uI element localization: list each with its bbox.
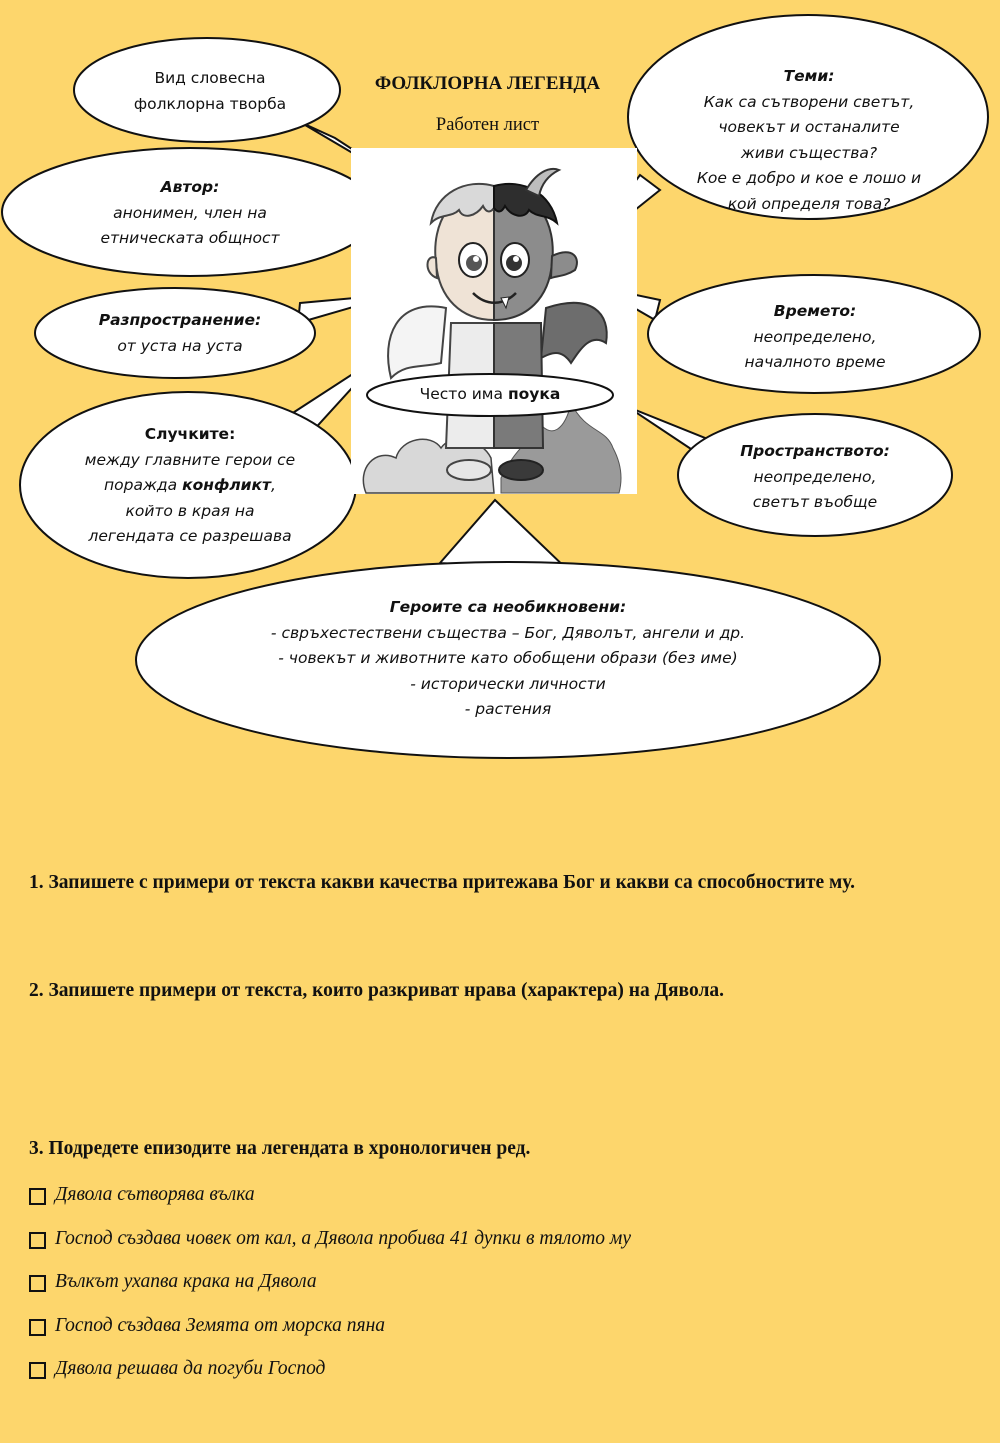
genre-line: фолклорна творба bbox=[133, 94, 287, 113]
checkbox-icon[interactable] bbox=[29, 1362, 46, 1379]
question-2: 2. Запишете примери от текста, които разкриват нрава (характера) на Дявола. bbox=[29, 980, 725, 1001]
themes-line: живи същества? bbox=[740, 143, 878, 162]
events-line: който в края на bbox=[125, 501, 255, 520]
lesson-text: Често има bbox=[419, 385, 508, 403]
events-text: поражда bbox=[104, 476, 183, 494]
episode-option[interactable] bbox=[29, 1311, 631, 1355]
spread-line: от уста на уста bbox=[117, 336, 243, 355]
episode-option[interactable] bbox=[29, 1267, 631, 1311]
episode-option[interactable] bbox=[29, 1224, 631, 1268]
genre-bubble-text bbox=[100, 66, 320, 117]
time-bubble-text bbox=[690, 299, 940, 376]
spread-bubble-text bbox=[60, 308, 300, 359]
lesson-bubble-text bbox=[372, 382, 608, 408]
events-line bbox=[40, 473, 340, 499]
events-title: Случките: bbox=[144, 425, 236, 443]
checkbox-icon[interactable] bbox=[29, 1188, 46, 1205]
themes-line: кой определя това? bbox=[727, 194, 891, 213]
heroes-line: - исторически личности bbox=[410, 674, 606, 693]
events-text: , bbox=[271, 476, 276, 494]
heroes-line: - свръхестествени същества – Бог, Дяволът, ангели и др. bbox=[270, 623, 746, 642]
episode-option[interactable] bbox=[29, 1180, 631, 1224]
author-line: етническата общност bbox=[100, 229, 280, 247]
episode-option[interactable] bbox=[29, 1354, 631, 1398]
heroes-title: Героите са необикновени: bbox=[389, 598, 627, 616]
themes-title: Теми: bbox=[783, 67, 835, 85]
episode-label: Господ създава човек от кал, а Дявола пробива 41 дупки в тялото му bbox=[55, 1227, 632, 1249]
worksheet-subtitle: Работен лист bbox=[435, 115, 540, 135]
lesson-keyword: поука bbox=[507, 385, 561, 403]
events-bubble-text bbox=[40, 422, 340, 550]
author-bubble-text bbox=[40, 175, 340, 252]
author-line: анонимен, член на bbox=[113, 203, 267, 222]
checkbox-icon[interactable] bbox=[29, 1275, 46, 1292]
space-title: Пространството: bbox=[740, 442, 890, 460]
time-line: началното време bbox=[744, 353, 886, 371]
space-line: неопределено, bbox=[753, 467, 877, 486]
spread-title: Разпространение: bbox=[98, 311, 262, 329]
episode-label: Дявола решава да погуби Господ bbox=[55, 1358, 326, 1379]
question-1: 1. Запишете с примери от текста какви качества притежава Бог и какви са способностите му. bbox=[29, 872, 855, 893]
episode-label: Господ създава Земята от морска пяна bbox=[55, 1314, 385, 1336]
genre-line: Вид словесна bbox=[154, 69, 266, 87]
heroes-line: - растения bbox=[464, 700, 552, 718]
episode-list bbox=[29, 1180, 631, 1398]
themes-line: човекът и останалите bbox=[718, 118, 900, 136]
themes-bubble-text bbox=[668, 64, 950, 217]
episode-label: Вълкът ухапва крака на Дявола bbox=[55, 1271, 317, 1292]
angel-devil-illustration bbox=[351, 148, 637, 494]
time-title: Времето: bbox=[773, 302, 857, 320]
space-bubble-text bbox=[700, 439, 930, 516]
events-line: легендата се разрешава bbox=[88, 527, 292, 545]
worksheet-title: ФОЛКЛОРНА ЛЕГЕНДА bbox=[374, 73, 601, 94]
themes-line: Как са сътворени светът, bbox=[703, 92, 915, 111]
themes-line: Кое е добро и кое е лошо и bbox=[696, 169, 922, 187]
conflict-keyword: конфликт bbox=[182, 476, 272, 494]
angel-devil-boy-icon bbox=[351, 148, 637, 494]
author-title: Автор: bbox=[160, 178, 220, 196]
time-line: неопределено, bbox=[753, 327, 877, 346]
heroes-bubble-text bbox=[170, 595, 846, 723]
question-3: 3. Подредете епизодите на легендата в хронологичен ред. bbox=[29, 1138, 531, 1159]
checkbox-icon[interactable] bbox=[29, 1319, 46, 1336]
checkbox-icon[interactable] bbox=[29, 1232, 46, 1249]
events-line: между главните герои се bbox=[84, 450, 296, 469]
space-line: светът въобще bbox=[752, 493, 878, 511]
episode-label: Дявола сътворява вълка bbox=[55, 1184, 255, 1205]
heroes-line: - човекът и животните като обобщени образи (без име) bbox=[278, 649, 738, 667]
